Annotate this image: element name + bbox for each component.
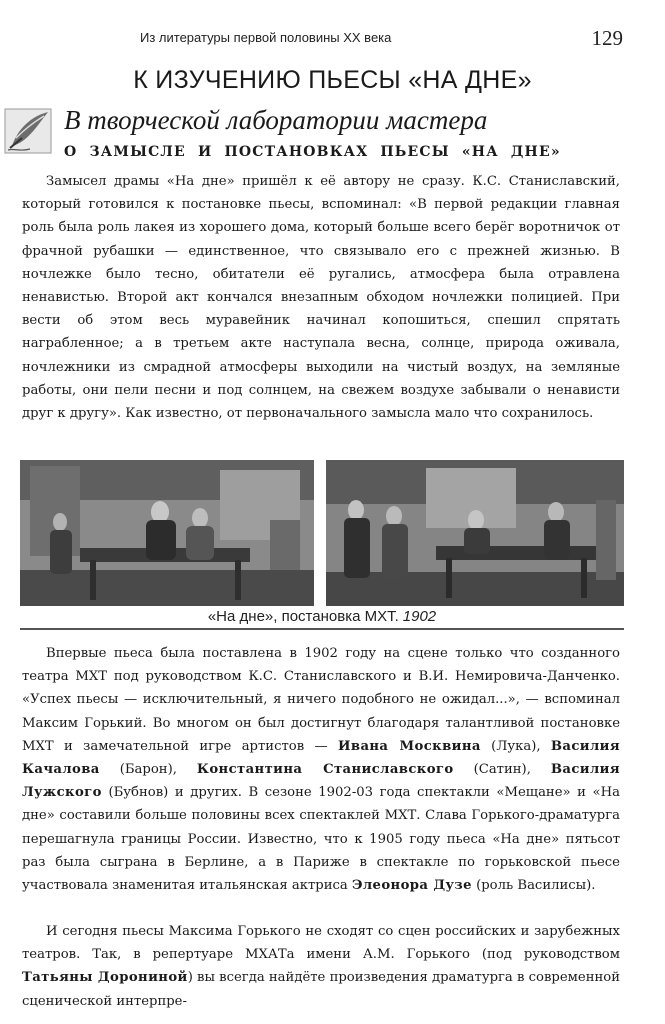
paragraph-2-text: (Бубнов) и других. В сезоне 1902-03 года спектакли «Мещане» и «На дне» составили больше половины всех спектаклей МХТ. Слава Горького-драматурга перешагнула границы России. Известно, что к 1905 году пьеса «На дне» пятьсот раз была сыграна в Берлине, а в Париже в спектакле по горьковской пьесе участвовала знаменитая итальянская актриса [22,785,620,894]
paragraph-3-text: ) вы всегда найдёте произведения драматурга в современной сценической интерпре- [22,970,620,1009]
paragraph-2-text: (Сатин), [453,762,551,778]
actor-name: Константина Станиславского [196,762,454,778]
page-header [0,26,665,52]
paragraph-2-text: (Барон), [99,762,197,778]
stage-photo-left [20,460,314,606]
actor-name: Василия Качалова [22,738,620,778]
photo-caption [20,608,624,625]
quill-icon [4,108,52,154]
caption-divider [20,628,624,630]
theatre-photos [20,460,624,606]
article-heading: О ЗАМЫСЛЕ И ПОСТАНОВКАХ ПЬЕСЫ «НА ДНЕ» [64,144,561,160]
paragraph-1: Замысел драмы «На дне» пришёл к её автору не сразу. К.С. Станиславский, который готовился к постановке пьесы, вспоминал: «В первой редакции главная роль была роль лакея из хорошего дома, который больше всего берёг воротничок от фрачной рубашки — единственное, что связывало его с прежней жизнью. В ночлежке было тесно, обитатели её ругались, атмосфера была отравлена ненавистью. Второй акт кончался внезапным обходом ночлежки полицией. При вести об этом весь муравейник начинал копошиться, спешил спрятать награбленное; а в третьем акте наступала весна, солнце, природа оживала, ночлежники из смрадной атмосферы выходили на чистый воздух, на земляные работы, они пели песни и под солнцем, на свежем воздухе забывали о ненависти друг к другу». Как известно, от первоначального замысла мало что сохранилось. [22,174,620,422]
paragraph-3-text: И сегодня пьесы Максима Горького не сходят со сцен российских и зарубежных театров. Так, в репертуаре МХАТа имени А.М. Горького (под руководством [22,924,620,963]
running-title: Из литературы первой половины ХХ века [140,30,392,45]
section-title: К ИЗУЧЕНИЮ ПЬЕСЫ «НА ДНЕ» [133,66,532,94]
stage-photo-right [326,460,624,606]
actor-name: Василия Лужского [22,762,620,801]
paragraph-2-text: Впервые пьеса была поставлена в 1902 году на сцене только что созданного театра МХТ под руководством К.С. Станиславского и В.И. Немировича-Данченко. «Успех пьесы — исключительный, я ничего подобного не ожидал...», — вспоминал Максим Горький. Во многом он был достигнут благодаря талантливой постановке МХТ и замечательной игре артистов — [22,646,620,754]
caption-year: 1902 [402,608,437,625]
director-name: Татьяны Дорониной [22,970,188,986]
actor-name: Ивана Москвина [338,738,481,754]
paragraph-2-text: (Лука), [480,738,551,754]
paragraph-2 [22,642,620,897]
lab-heading: В творческой лаборатории мастера [64,105,488,135]
caption-text: «На дне», постановка МХТ. [207,608,399,625]
paragraph-3 [22,920,620,1013]
actress-name: Элеонора Дузе [351,878,472,894]
paragraph-2-text: (роль Василисы). [471,878,596,894]
page-number: 129 [591,26,623,50]
